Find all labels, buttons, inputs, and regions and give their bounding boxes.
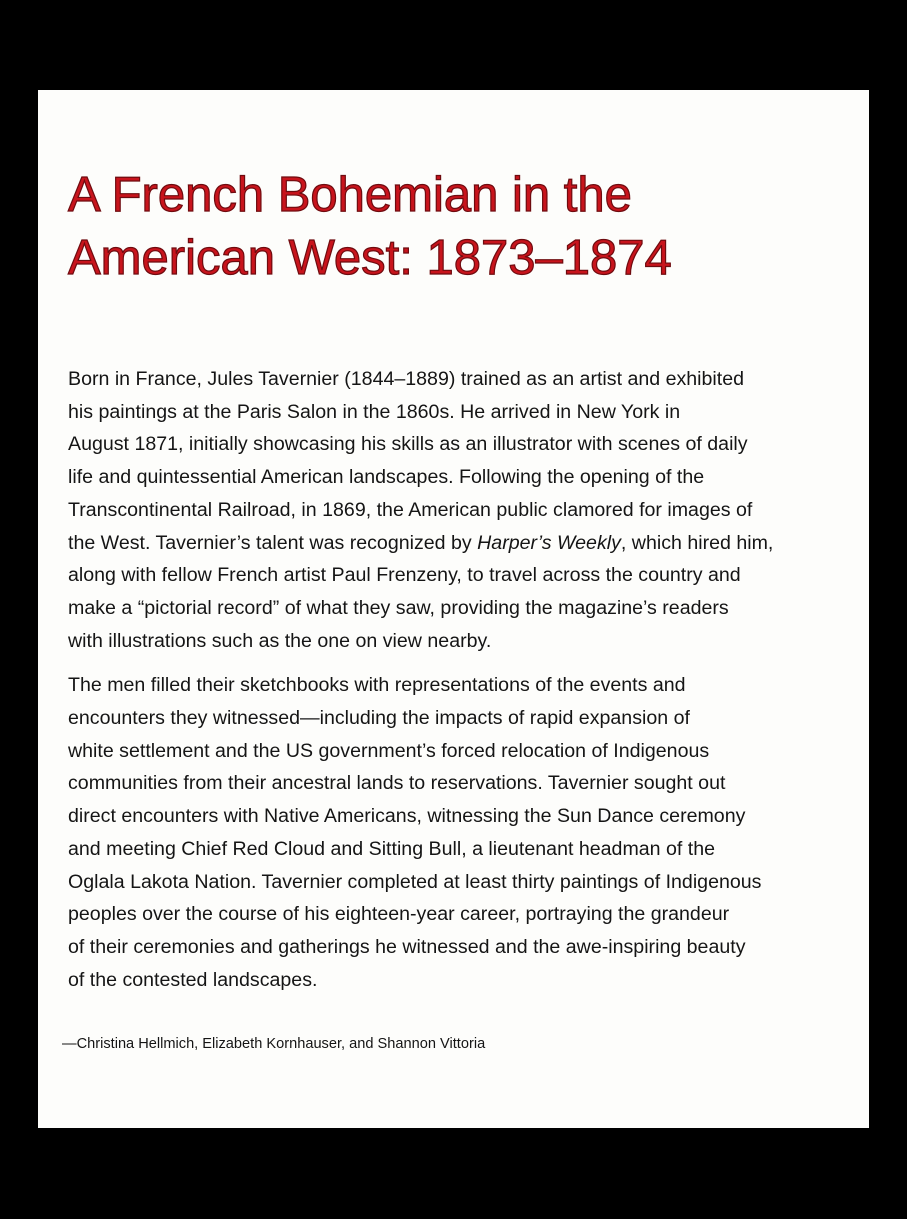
text-line: August 1871, initially showcasing his skills as an illustrator with scenes of daily [68, 433, 748, 456]
text-line: his paintings at the Paris Salon in the 1860s. He arrived in New York in [68, 400, 681, 423]
title-line: American West: 1873–1874 [68, 231, 672, 285]
text-segment: , which hired him, [620, 531, 774, 554]
text-line: with illustrations such as the one on view nearby. [68, 629, 492, 652]
wall-label-panel [38, 90, 869, 1128]
text-line: along with fellow French artist Paul Frenzeny, to travel across the country and [68, 564, 741, 587]
text-line: The men filled their sketchbooks with representations of the events and [68, 674, 686, 697]
publication-title: Harper’s Weekly [477, 531, 621, 554]
text-line: Transcontinental Railroad, in 1869, the American public clamored for images of [68, 498, 753, 521]
text-line: Oglala Lakota Nation. Tavernier completed at least thirty paintings of Indigenous [68, 870, 762, 893]
title-line: A French Bohemian in the [68, 168, 632, 222]
text-segment: the West. Tavernier’s talent was recognized by [68, 531, 478, 554]
text-line-with-italic [68, 527, 838, 560]
text-line: Born in France, Jules Tavernier (1844–1889) trained as an artist and exhibited [68, 368, 745, 390]
text-line: encounters they witnessed—including the impacts of rapid expansion of [68, 707, 690, 730]
text-line: of their ceremonies and gatherings he witnessed and the awe-inspiring beauty [68, 935, 746, 958]
text-line: make a “pictorial record” of what they saw, providing the magazine’s readers [68, 596, 729, 619]
label-body [68, 363, 838, 1008]
text-line: and meeting Chief Red Cloud and Sitting Bull, a lieutenant headman of the [68, 837, 716, 860]
text-line: of the contested landscapes. [68, 968, 318, 991]
text-line: communities from their ancestral lands to reservations. Tavernier sought out [68, 772, 726, 795]
text-line: life and quintessential American landscapes. Following the opening of the [68, 466, 705, 489]
author-credit: —Christina Hellmich, Elizabeth Kornhauser, and Shannon Vittoria [62, 1036, 486, 1052]
text-line: direct encounters with Native Americans, witnessing the Sun Dance ceremony [68, 805, 746, 828]
text-line: peoples over the course of his eighteen-year career, portraying the grandeur [68, 903, 730, 926]
label-title [68, 164, 848, 290]
paragraph-1 [68, 363, 838, 657]
paragraph-2 [68, 669, 838, 996]
text-line: white settlement and the US government’s forced relocation of Indigenous [68, 739, 710, 762]
